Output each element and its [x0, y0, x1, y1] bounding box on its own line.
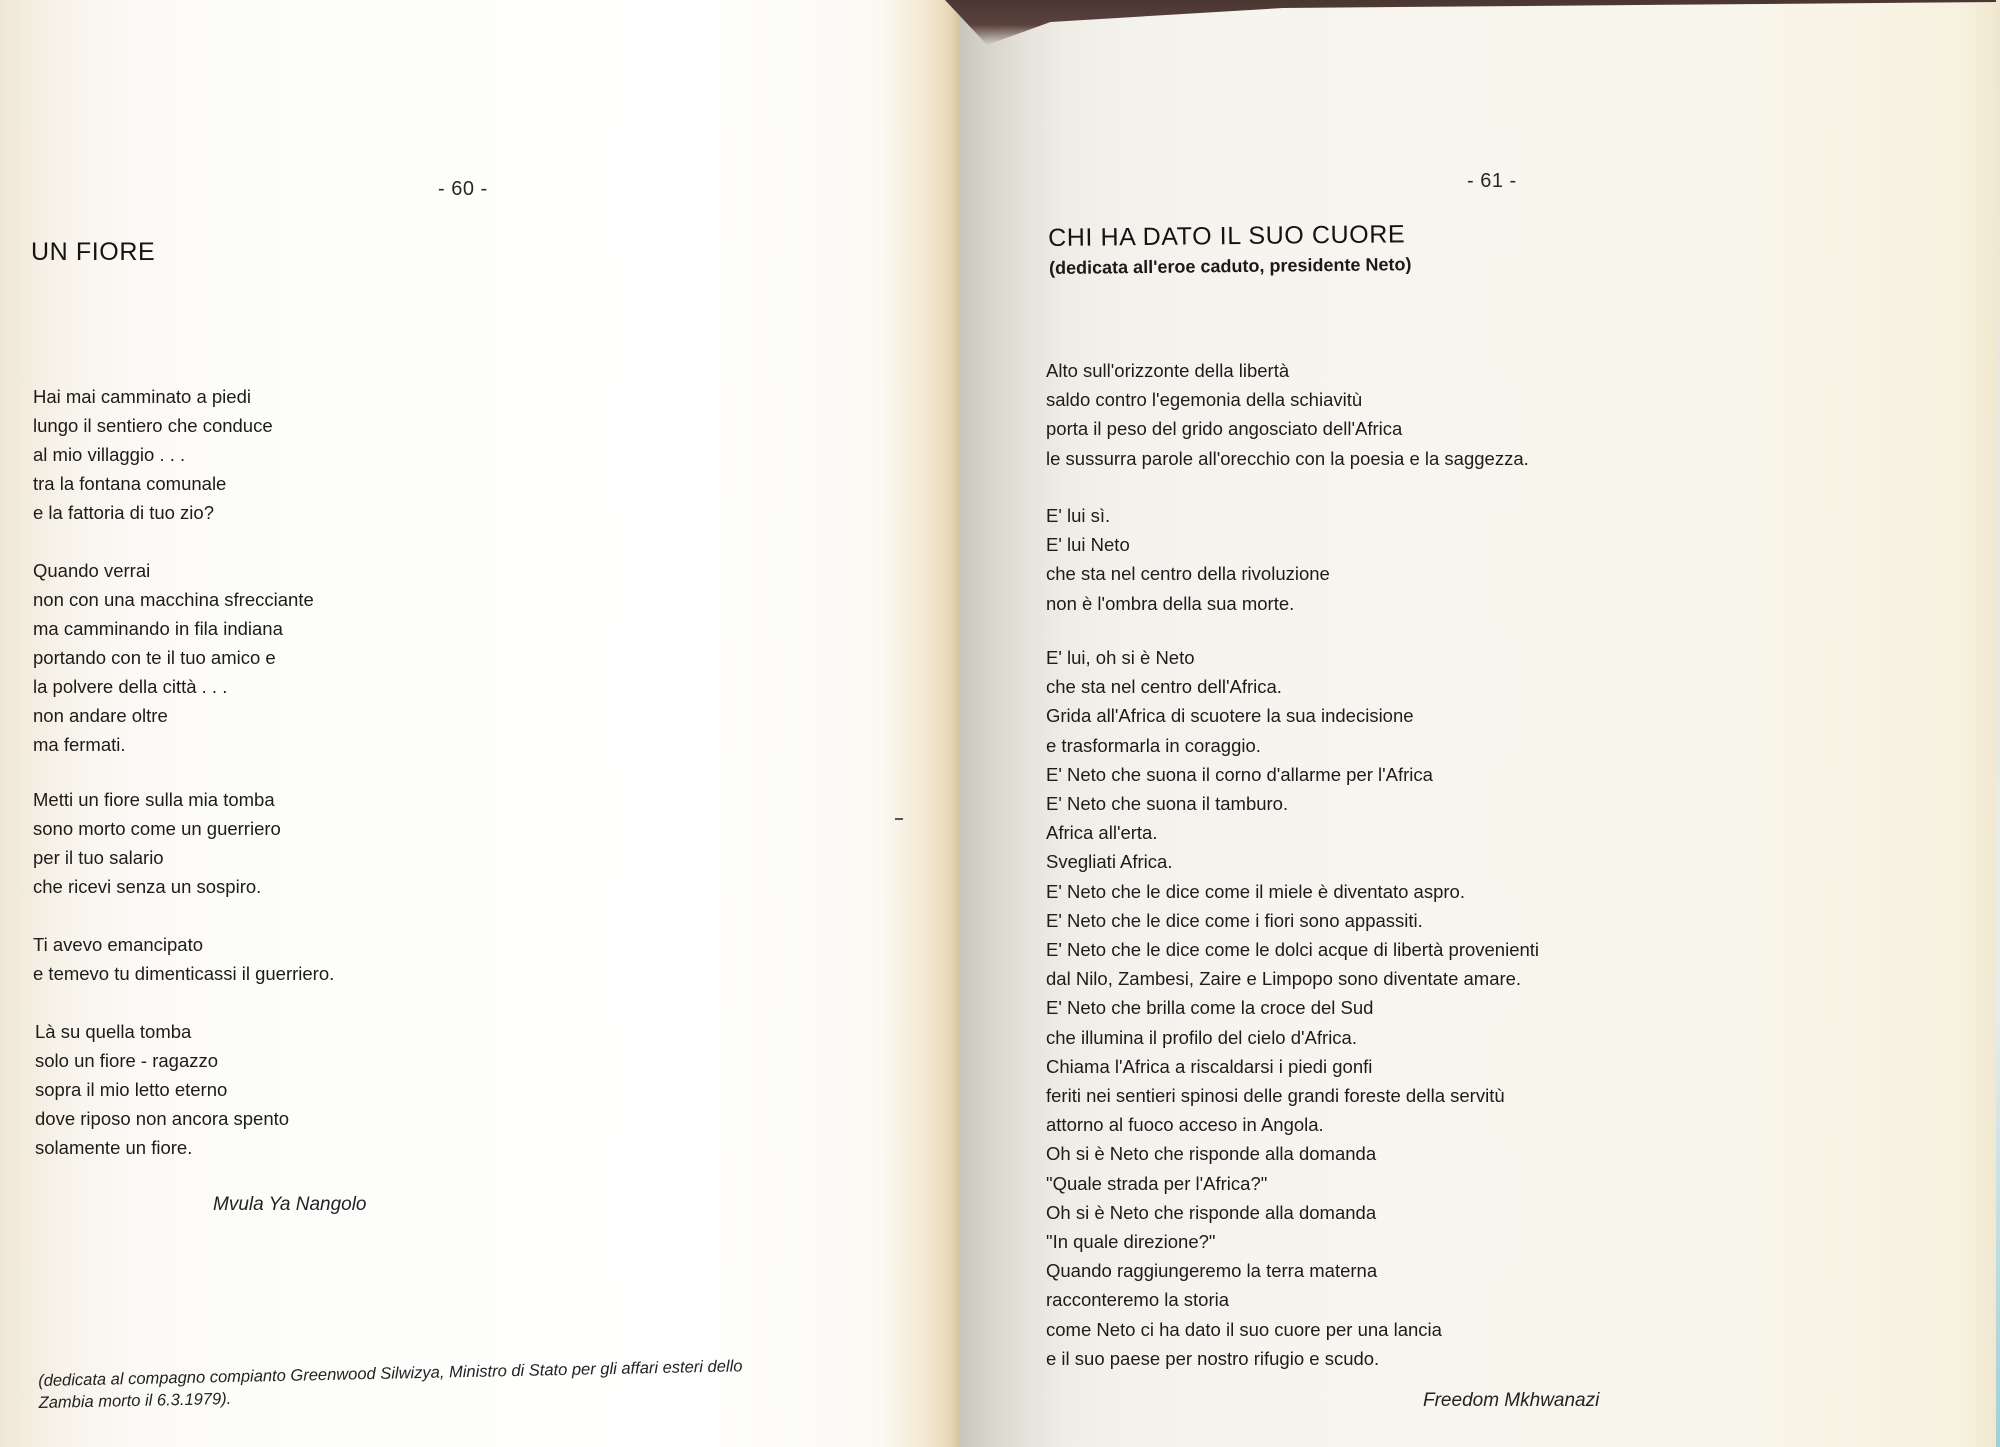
poem-line: attorno al fuoco acceso in Angola.	[1046, 1114, 1324, 1136]
poem-line: ma fermati.	[33, 734, 126, 755]
poem-line: "In quale direzione?"	[1046, 1231, 1216, 1253]
poem-line: dal Nilo, Zambesi, Zaire e Limpopo sono diventate amare.	[1046, 968, 1522, 990]
poem-line: e temevo tu dimenticassi il guerriero.	[33, 963, 335, 984]
poem-line: che ricevi senza un sospiro.	[33, 876, 262, 897]
poem-line: Grida all'Africa di scuotere la sua indecisione	[1046, 705, 1414, 727]
stanza	[33, 556, 314, 759]
poem-author-left: Mvula Ya Nangolo	[213, 1194, 367, 1215]
poem-line: E' Neto che suona il corno d'allarme per l'Africa	[1046, 763, 1433, 785]
poem-line: Metti un fiore sulla mia tomba	[33, 789, 275, 810]
poem-line: al mio villaggio . . .	[33, 444, 186, 465]
poem-line: "Quale strada per l'Africa?"	[1046, 1172, 1268, 1194]
poem-line: Alto sull'orizzonte della libertà	[1046, 360, 1290, 381]
poem-line: non andare oltre	[33, 705, 168, 726]
poem-line: E' lui sì.	[1046, 505, 1111, 526]
poem-line: Oh si è Neto che risponde alla domanda	[1046, 1143, 1377, 1165]
poem-line: lungo il sentiero che conduce	[33, 415, 273, 436]
poem-line: E' Neto che suona il tamburo.	[1046, 793, 1289, 815]
poem-line: non con una macchina sfrecciante	[33, 589, 314, 610]
poem-line: Oh si è Neto che risponde alla domanda	[1046, 1201, 1377, 1223]
footnote	[38, 1355, 743, 1414]
footnote-line: Zambia morto il 6.3.1979).	[38, 1389, 232, 1412]
poem-line: Là su quella tomba	[35, 1021, 192, 1042]
stanza	[33, 930, 334, 988]
poem-line: e trasformarla in coraggio.	[1046, 734, 1261, 756]
poem-line: Africa all'erta.	[1046, 822, 1158, 844]
poem-line: sono morto come un guerriero	[33, 818, 281, 839]
poem-line: feriti nei sentieri spinosi delle grandi foreste della servitù	[1046, 1085, 1505, 1107]
poem-line: ma camminando in fila indiana	[33, 618, 283, 639]
poem-line: E' Neto che le dice come le dolci acque di libertà provenienti	[1046, 939, 1540, 961]
page-edge	[1996, 0, 2000, 1447]
footnote-line: (dedicata al compagno compianto Greenwood Silwizya, Ministro di Stato per gli affari esteri dello	[38, 1357, 743, 1390]
stanza	[1046, 356, 1529, 473]
poem-line: solo un fiore - ragazzo	[35, 1050, 219, 1071]
poem-line: dove riposo non ancora spento	[35, 1108, 290, 1129]
poem-line: e la fattoria di tuo zio?	[33, 502, 214, 523]
poem-subtitle: (dedicata all'eroe caduto, presidente Neto)	[1049, 254, 1412, 278]
poem-line: sopra il mio letto eterno	[35, 1079, 228, 1100]
poem-author-right: Freedom Mkhwanazi	[1423, 1390, 1600, 1411]
poem-line: che sta nel centro della rivoluzione	[1046, 563, 1330, 585]
poem-line: portando con te il tuo amico e	[33, 647, 276, 668]
stanza	[33, 382, 273, 527]
poem-line: la polvere della città . . .	[33, 676, 228, 697]
poem-line: Svegliati Africa.	[1046, 851, 1173, 873]
stanza	[33, 785, 281, 901]
poem-line: racconteremo la storia	[1046, 1289, 1230, 1311]
poem-line: che sta nel centro dell'Africa.	[1046, 676, 1282, 698]
poem-line: Quando verrai	[33, 560, 151, 581]
poem-line: tra la fontana comunale	[33, 473, 227, 494]
poem-line: come Neto ci ha dato il suo cuore per una lancia	[1046, 1318, 1442, 1340]
poem-line: saldo contro l'egemonia della schiavitù	[1046, 389, 1363, 411]
poem-line: Hai mai camminato a piedi	[33, 386, 251, 407]
poem-line: E' lui Neto	[1046, 534, 1130, 556]
poem-line: che illumina il profilo del cielo d'Africa.	[1046, 1026, 1357, 1048]
stanza	[1046, 501, 1330, 618]
poem-line: e il suo paese per nostro rifugio e scudo.	[1046, 1347, 1380, 1369]
poem-line: E' Neto che le dice come i fiori sono appassiti.	[1046, 909, 1423, 931]
poem-line: solamente un fiore.	[35, 1137, 193, 1158]
poem-line: E' lui, oh si è Neto	[1046, 647, 1195, 668]
poem-line: porta il peso del grido angosciato dell'Africa	[1046, 418, 1403, 440]
right-page	[960, 0, 2000, 1447]
stanza	[1046, 643, 1539, 1373]
print-mark	[895, 818, 903, 820]
poem-line: non è l'ombra della sua morte.	[1046, 592, 1295, 614]
page-number-right: - 61 -	[1467, 170, 1517, 192]
poem-line: Quando raggiungeremo la terra materna	[1046, 1260, 1378, 1282]
poem-title-right: CHI HA DATO IL SUO CUORE	[1048, 220, 1406, 252]
page-number-left: - 60 -	[438, 178, 488, 200]
poem-line: E' Neto che le dice come il miele è diventato aspro.	[1046, 880, 1465, 902]
poem-line: Chiama l'Africa a riscaldarsi i piedi gonfi	[1046, 1055, 1373, 1077]
poem-line: Ti avevo emancipato	[33, 934, 204, 955]
poem-line: per il tuo salario	[33, 847, 164, 868]
left-page	[0, 0, 960, 1447]
stanza	[35, 1017, 289, 1162]
poem-line: E' Neto che brilla come la croce del Sud	[1046, 997, 1374, 1019]
poem-title-left: UN FIORE	[31, 238, 156, 266]
poem-line: le sussurra parole all'orecchio con la poesia e la saggezza.	[1046, 447, 1529, 469]
